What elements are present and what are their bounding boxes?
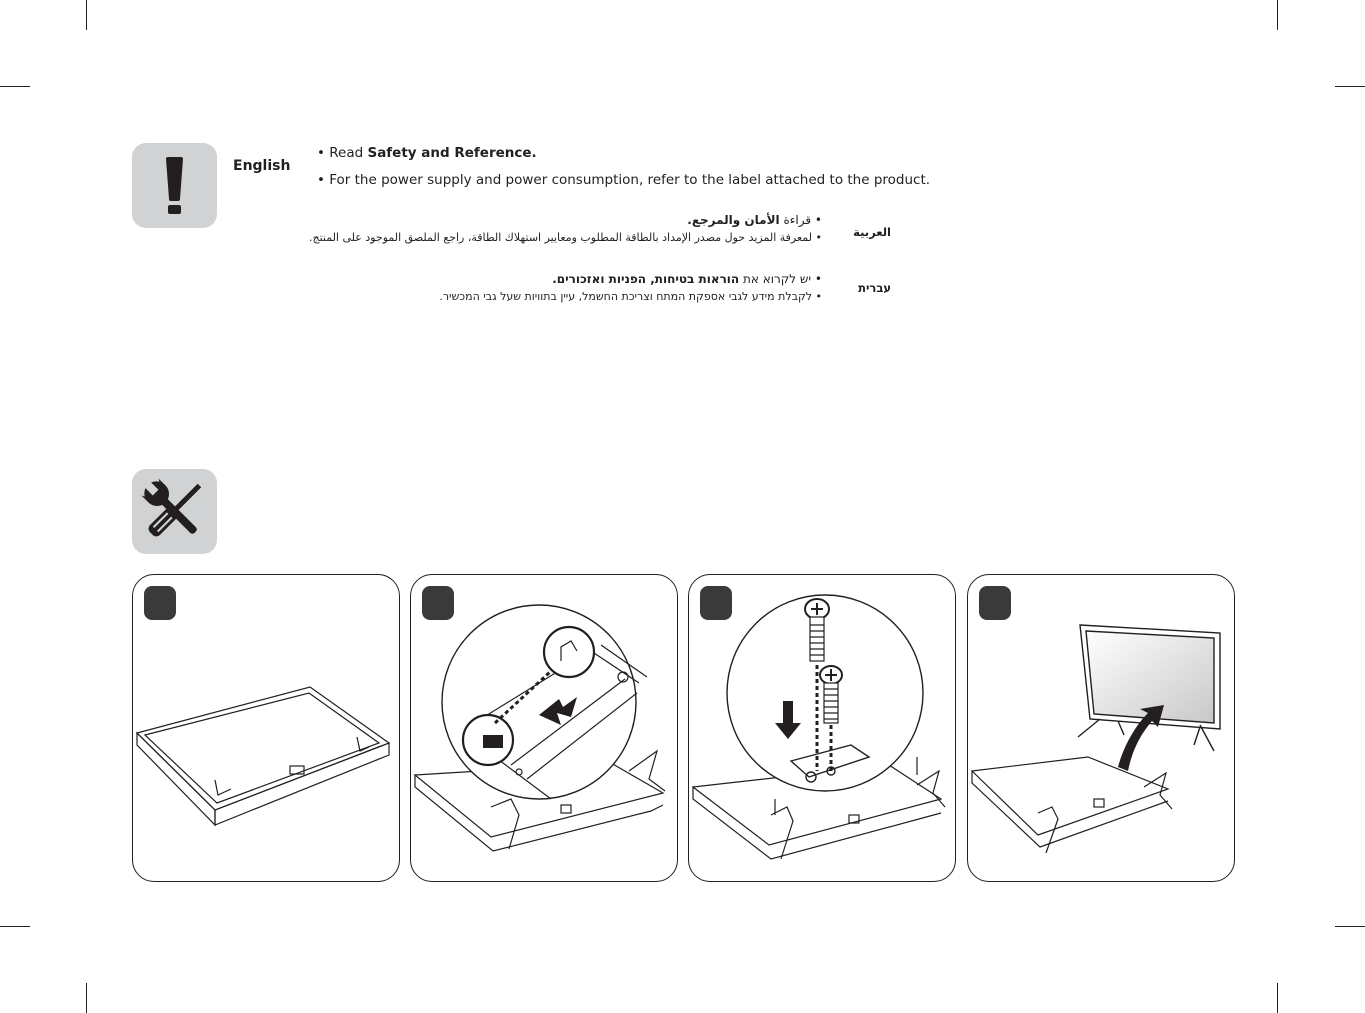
arabic-line-2: • لمعرفة المزيد حول مصدر الإمداد بالطاقة المطلوب ومعايير استهلاك الطاقة، راجع الملصق الموجود على المنتج. xyxy=(308,231,822,244)
hebrew-text-block xyxy=(439,270,822,306)
tools-icon xyxy=(132,469,217,554)
arabic-line-1: • قراءة الأمان والمرجع. xyxy=(687,213,822,227)
crop-mark xyxy=(1335,86,1365,87)
assembly-step-4 xyxy=(967,574,1235,882)
language-label-arabic: العربية xyxy=(853,225,891,239)
language-label-hebrew: עברית xyxy=(858,281,891,295)
lift-tv-illustration xyxy=(968,575,1234,881)
assembly-step-3 xyxy=(688,574,956,882)
crop-mark xyxy=(1277,983,1278,1013)
insert-stand-illustration xyxy=(411,575,677,881)
crop-mark xyxy=(86,983,87,1013)
assembly-step-2 xyxy=(410,574,678,882)
language-label-english: English xyxy=(233,158,291,174)
crop-mark xyxy=(1277,0,1278,30)
crop-mark xyxy=(86,0,87,30)
crop-mark xyxy=(0,86,30,87)
crop-mark xyxy=(0,926,30,927)
crop-mark xyxy=(1335,926,1365,927)
hebrew-line-2: • לקבלת מידע לגבי אספקת המתח וצריכת החשמל, עיין בתוויות שעל גבי המכשיר. xyxy=(439,290,822,303)
exclamation-icon xyxy=(132,143,217,228)
safety-reference-line: • Read Safety and Reference. xyxy=(317,145,537,161)
assembly-step-1 xyxy=(132,574,400,882)
tv-face-down-illustration xyxy=(133,575,399,881)
hebrew-line-1: • יש לקרוא את הוראות בטיחות, הפניות ואזכורים. xyxy=(552,272,822,286)
fasten-screws-illustration xyxy=(689,575,955,881)
arabic-text-block xyxy=(309,211,822,247)
power-supply-line: • For the power supply and power consumption, refer to the label attached to the product. xyxy=(317,172,931,188)
